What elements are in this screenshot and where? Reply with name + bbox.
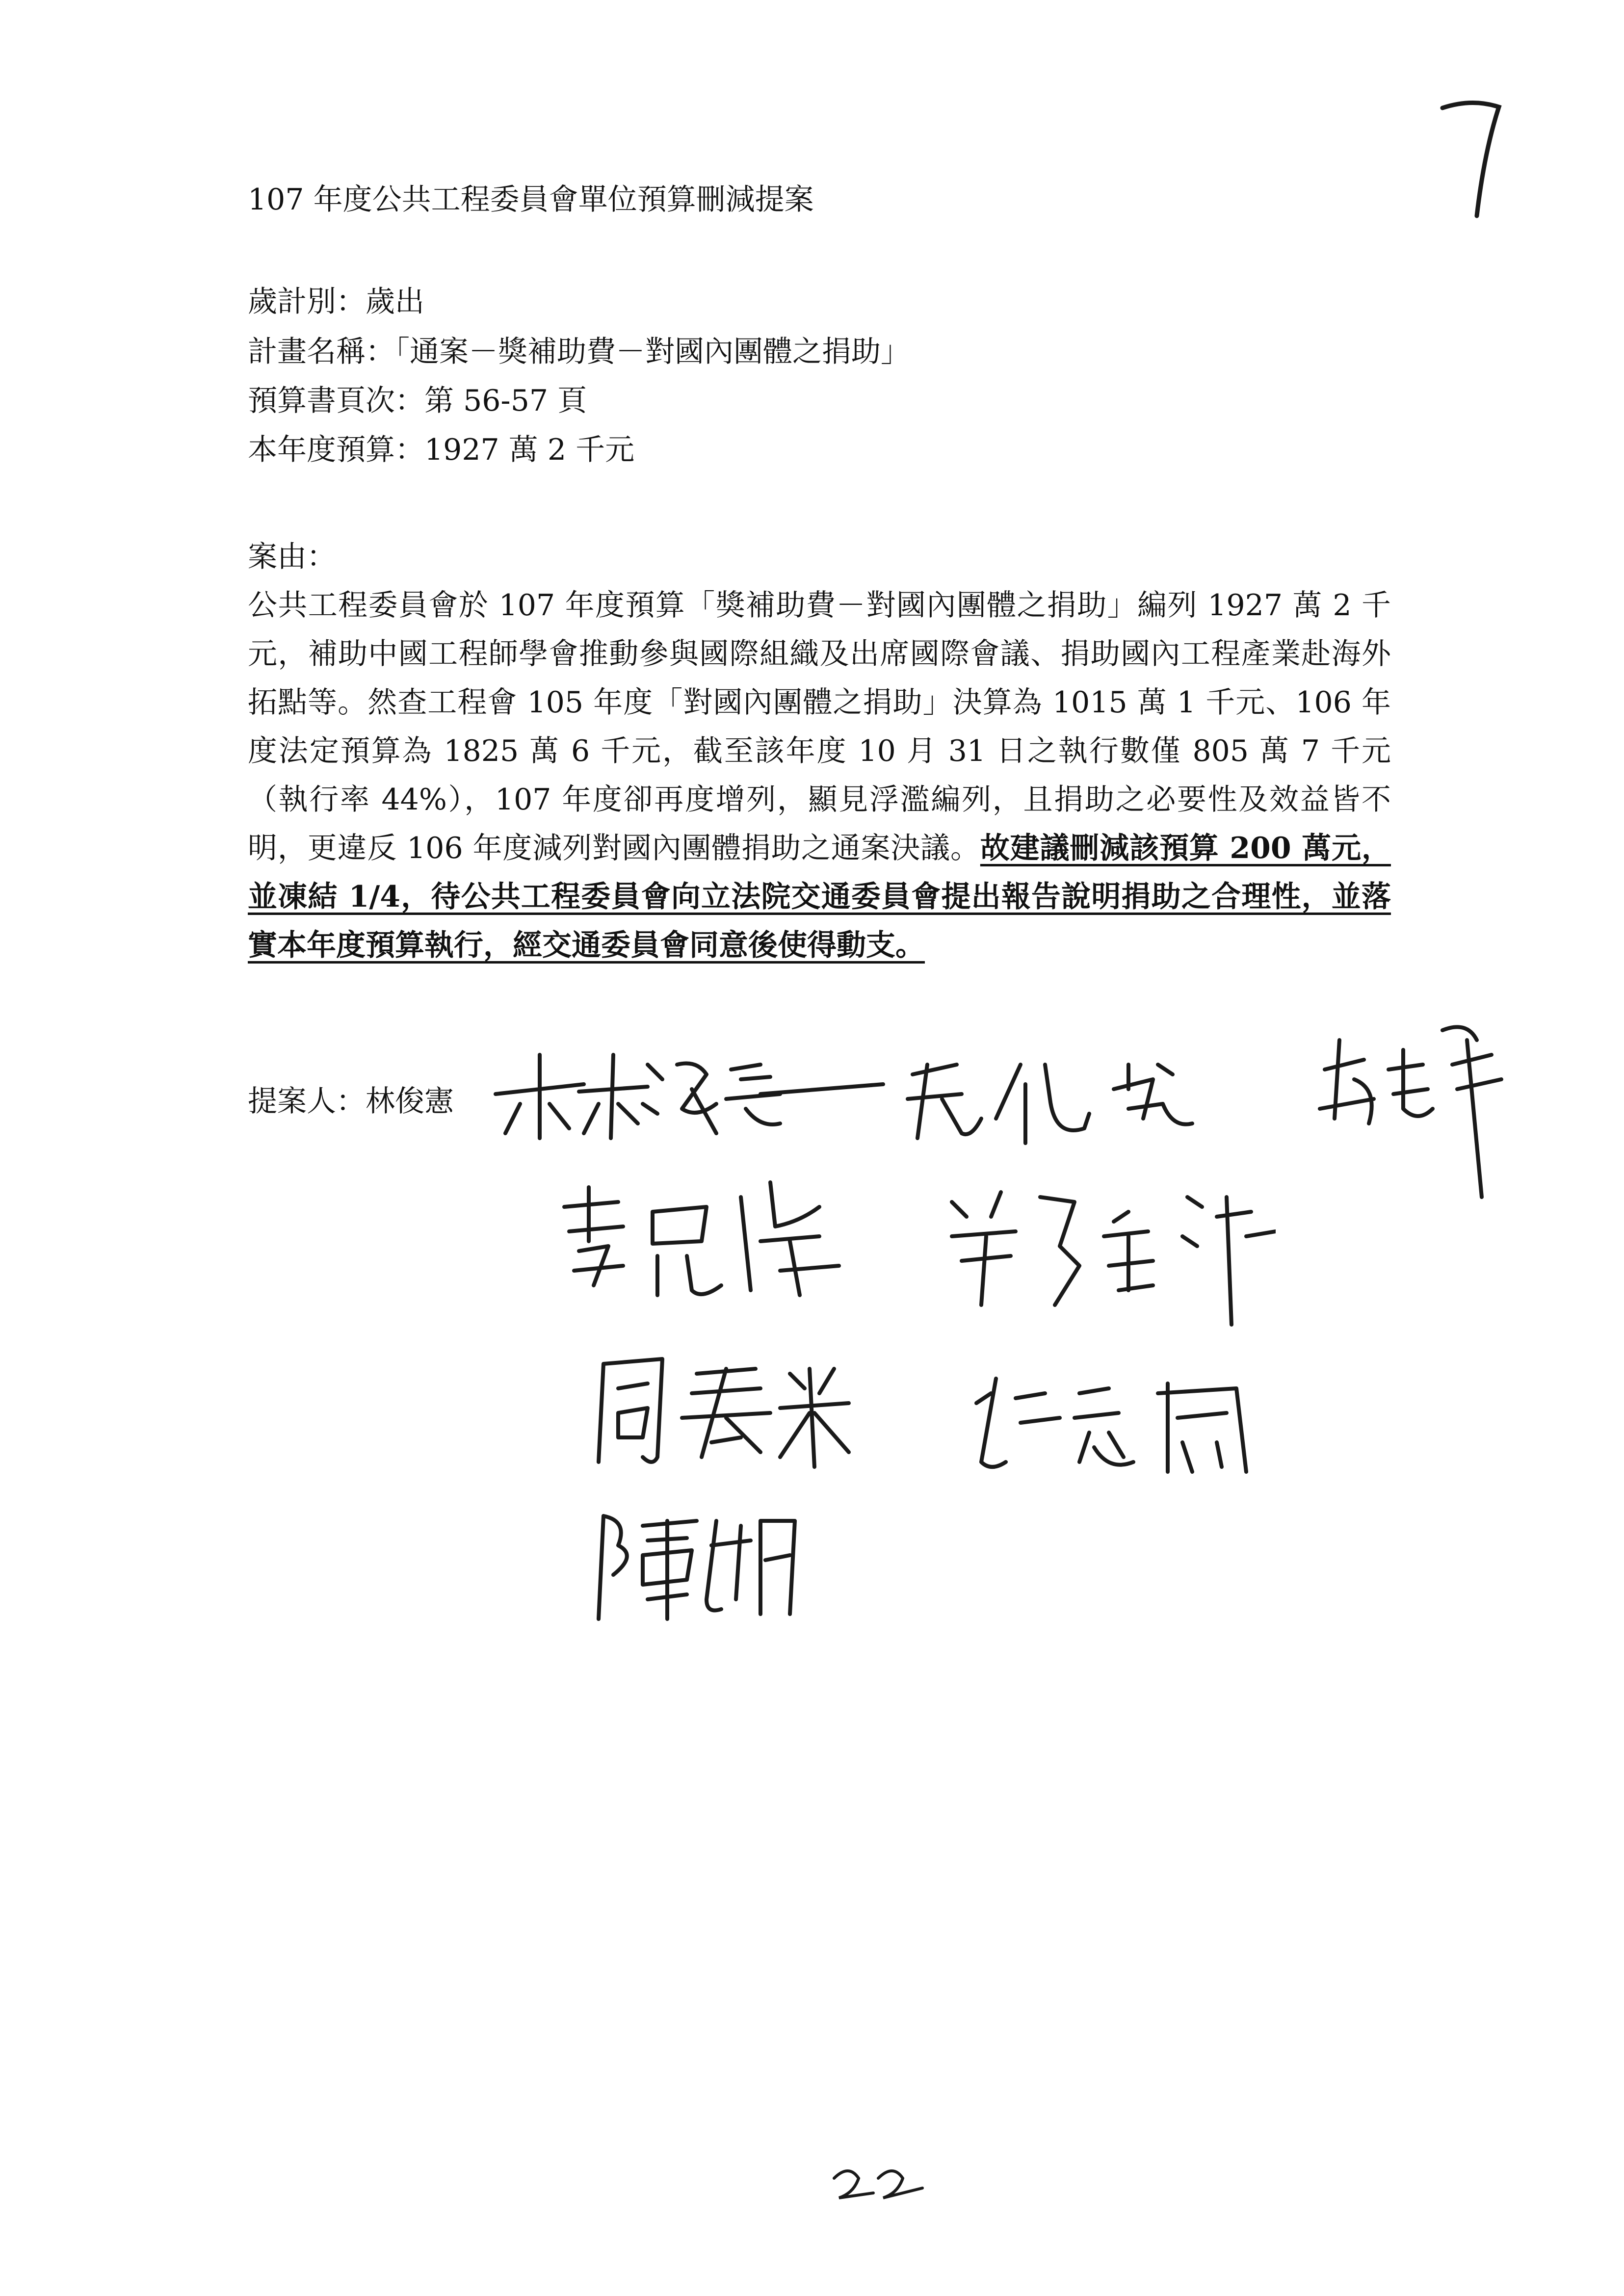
proposer-label: 提案人：林俊憲: [248, 1084, 454, 1119]
signature-chung-chia-pin: [898, 1045, 1241, 1148]
plan-name: 計畫名稱：「通案－獎補助費－對國內團體之捐助」: [248, 335, 910, 369]
reason-body-plain: 公共工程委員會於 107 年度預算「獎補助費－對國內團體之捐助」編列 1927 萬 2 千元，補助中國工程師學會推動參與國際組織及出席國際會議、捐助國內工程產業赴海外拓點等。然查工程會 105 年度「對國內團體之捐助」決算為 1015 萬 1 千元、106 年度法定預算為 1825 萬 6 千元，截至該年度 10 月 31 日之執行數僅 805 萬 7 千元（執行率 44%），107 年度卻再度增列，顯見浮濫編列，且捐助之必要性及效益皆不明，更違反 106 年度減列對國內團體捐助之通案決議。: [248, 588, 1391, 865]
reason-body: [248, 581, 1391, 970]
signature-li-kun-tse: [545, 1168, 898, 1310]
signature-cheng-pao-ching: [932, 1168, 1276, 1344]
signature-chou-chun-mi: [584, 1344, 859, 1472]
signature-unknown-top-right: [1305, 1011, 1536, 1207]
budget-pages: 預算書頁次：第 56-57 頁: [248, 384, 587, 418]
signature-chen-su-yueh: [589, 1501, 805, 1624]
signature-chang-hung-lu: [962, 1364, 1266, 1487]
account-type: 歲計別：歲出: [248, 285, 424, 319]
reason-body-emphasis: 故建議刪減該預算 200 萬元，並凍結 1/4，待公共工程委員會向立法院交通委員會提出報告說明捐助之合理性，並落實本年度預算執行，經交通委員會同意後使得動支。: [248, 831, 1391, 963]
document-title: 107 年度公共工程委員會單位預算刪減提案: [248, 183, 814, 217]
signature-lin-chun-hsien: [486, 1035, 888, 1148]
handwritten-footer-mark: [829, 2159, 927, 2208]
handwritten-page-number: [1438, 93, 1506, 221]
reason-label: 案由：: [248, 540, 336, 574]
current-budget: 本年度預算：1927 萬 2 千元: [248, 433, 635, 467]
